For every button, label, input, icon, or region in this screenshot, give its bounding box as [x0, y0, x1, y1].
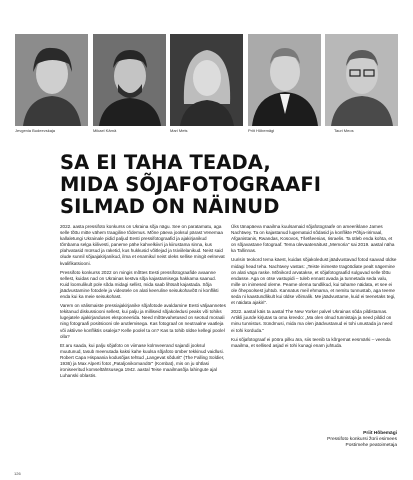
juror-portrait-4-image: [248, 34, 321, 126]
juror-photo-strip: [15, 34, 398, 126]
juror-portrait-1-image: [15, 34, 88, 126]
author-role-2: Postimehe peatoimetaja: [345, 443, 397, 448]
paragraph: 2022. aasta pressifoto konkurss on Ukraina sõja nägu. See on paratamatu, aga selle tõttu mitte vähem traagiline tõdemus. Mõne päeva jooksul pärast Venemaa kallaletungi Ukrainale pidid paljud Eesti pressifotograafid ja ajakirjanikud tõmbama selga kiilivesti, paneme pähe kahvelkiivri ja kiirustama sinna, kus plahvatasid mürsud ja raketid, kus hukkusid võitlejad ja tsiviilelanikud. Neist said olude sunnil sõjaajakirjanikud, ilma et enamikul neist oleks sellise mingit eelnevat kvalifikatsiooni.: [60, 224, 225, 266]
paragraph: Uurisin teokord tema käest, kuidas sõjakoledust jäädvustavad fotod saavad üldse midagi head teha. Nachtwey vastas: „Teiste inimeste tragöödiate pealt nägemine on alati väga raske. Mõnikord arvatakse, et sõjafotograafid sulguvad selle tõttu endasse. Aga on otse vastupidi – tuleb ennast avada ja tunnetada seda valu, mille on inimesed oleme. Peame olema tundlikud, kui tahame näidata, et see ei ole õhepoolsest juhtub. Kannatus meil ehmama, et nemitu tunnustab, aga teeme seda ni kaastundlikult kui üldse võimalik. Me jäädvustame, kuid ei teenetaks tegi, et näidata ajakiri".: [231, 257, 397, 306]
author-role-1: Pressifoto konkursi žürii esimees: [327, 437, 397, 442]
photo-caption-2: Mikael Kärnä: [93, 128, 117, 133]
photo-caption-1: Jevgenia Budeevskaja: [15, 128, 56, 133]
article-column-right: [231, 224, 397, 352]
juror-portrait-5-image: [325, 34, 398, 126]
juror-portrait-2-image: [93, 34, 166, 126]
juror-photo-5: [325, 34, 398, 126]
photo-caption-4: Priit Hõbemägi: [248, 128, 275, 133]
juror-photo-4: [248, 34, 321, 126]
juror-portrait-3-image: [170, 34, 243, 126]
photo-caption-5: Tauri Meos: [334, 128, 354, 133]
headline-line-1: SA EI TAHA TEADA,: [60, 151, 271, 174]
headline-line-2: MIDA SÕJAFOTOGRAAFI: [60, 173, 322, 196]
paragraph: Pressifoto konkurss 2022 on mingis mõttes Eesti pressifotograafide avaanne sellest, kuidas nad on Ukrainas kestva sõja kajastamisega hakkama saanud. Kuid loomulikult pole sõda midagi sellist, mida saab lihtsalt kajastada. Sõja jäädvustamine fotodele ja videotele on alati keeruline seisukohavõtt ni konflikti enda kui ka meie seisukohast.: [60, 269, 219, 300]
paragraph: Varem on välismaiste pressiajakirjanike sõjafotode avaldamine Eesti väljaannetes tekitanud diskussiooni sellest, kui palju ja milliseid sõjakoledusi peaks või tohiks lugejatele ajakirjanduses eksponeerida. Need mõttevahetused on seotud moraali ning fotograafi positsiooni üle arutlemisega. Kas fotograaf on neutraalne vaatleja või aktiivne konfliktis osaleja? Kelle poolel ta on? Kas ta tohib üldse kellegi poolel olla?: [60, 303, 226, 339]
paragraph: Et aru saada, kui palju sõjafoto on viimase kolmveerand sajandi jooksul muutunud, tasub meenutada kaksi kahe kuulsa sõjafoto ümber tekkinud vaidlusi. Robert Capa Hispaania kodusõjas tehtud „Langevat sõdurit" (The Falling Soldier, 1936) ja Max Alperti fotot „Pataljonikomandör" (Kombat), mis on ju ühtlasi ironiseeritud komseltähtsusega 1942. aastal Teise maailmasõja lahingute ajal Luhanski oblastis.: [60, 342, 225, 379]
headline-line-3: SILMAD ON NÄINUD: [60, 195, 280, 218]
photo-caption-3: Mari Mets: [170, 128, 188, 133]
author-signature: [280, 431, 397, 449]
article-column-left: [60, 224, 226, 382]
paragraph: Üks tänapäeva maailma kuulsamaid sõjafotograafe on ameeriklane James Nachtwey. Ta on kajastanud lugematuid sõdasid ja konflikte Põhja-Iirimaal, Afganistanis, Rwandas, Kosovos, Tšetšeenias, Iisraelis. Ta ütleb enda kohta, et on sõjavastane fotograaf. Tema ülevaatenäitust „Memoria" sai 2019. aastal näha ka Tallinnas.: [231, 224, 395, 254]
juror-photo-1: [15, 34, 88, 126]
juror-photo-2: [93, 34, 166, 126]
juror-photo-3: [170, 34, 243, 126]
author-name: Priit Hõbemägi: [363, 431, 397, 436]
paragraph: Kui sõjafotograaf ei pööra pilku ära, siis teenib ta kõrgemat eesmärki – veenda maailma, et sellised asjad ei tohi kunagi enam juhtuda.: [231, 336, 391, 348]
page-number: 126: [14, 471, 21, 476]
article-headline: [60, 152, 390, 218]
paragraph: 2022. aastal käis ta aastal The New Yorker palvel Ukrainas sõda pildistamas. Artikli juurde kirjutas ta oma kreedo: „Ma olen olnud tunnistaja ja need pildid on minu tunnistus. Sündmusi, mida ma olen jäädvustanud ei tohi unustada ja need ei tohi korduda.": [231, 309, 393, 333]
